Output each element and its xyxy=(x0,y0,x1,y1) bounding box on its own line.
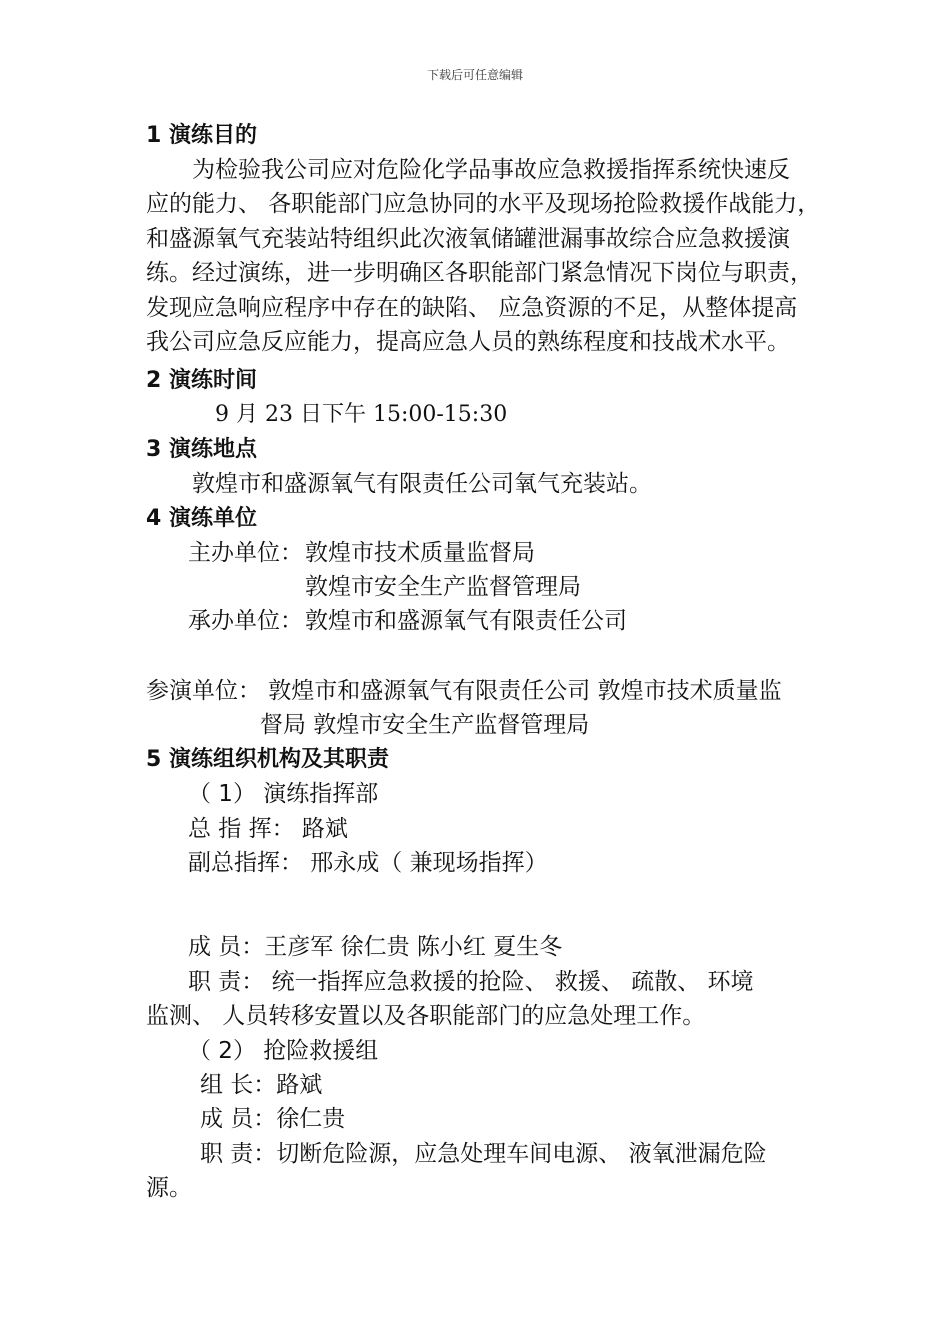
group-2-duty-line: 源。 xyxy=(146,1175,192,1201)
drill-location: 敦煌市和盛源氧气有限责任公司氧气充装站。 xyxy=(192,471,652,497)
deputy-commander-line: 副总指挥： 邢永成（ 兼现场指挥） xyxy=(188,850,548,876)
group-1-title: （ 1） 演练指挥部 xyxy=(188,781,379,807)
group-2-leader: 组 长：路斌 xyxy=(200,1072,323,1098)
group-1-duty-line: 职 责： 统一指挥应急救援的抢险、 救援、 疏散、 环境 xyxy=(188,969,754,995)
section-1-paragraph-line: 应的能力、 各职能部门应急协同的水平及现场抢险救援作战能力， xyxy=(146,191,821,217)
group-1-members: 成 员：王彦军 徐仁贵 陈小红 夏生冬 xyxy=(188,934,563,960)
organizer-unit: 敦煌市和盛源氧气有限责任公司 xyxy=(305,608,627,634)
group-2-title: （ 2） 抢险救援组 xyxy=(188,1038,379,1064)
drill-time: 9 月 23 日下午 15:00-15:30 xyxy=(215,402,508,427)
section-1-paragraph-line: 和盛源氧气充装站特组织此次液氧储罐泄漏事故综合应急救援演 xyxy=(146,226,790,252)
section-4-heading: 4 演练单位 xyxy=(146,506,257,531)
group-1-duty-line: 监测、 人员转移安置以及各职能部门的应急处理工作。 xyxy=(146,1003,706,1029)
host-unit-2: 敦煌市安全生产监督管理局 xyxy=(305,574,581,600)
group-2-members: 成 员：徐仁贵 xyxy=(200,1106,346,1132)
group-2-duty-line: 职 责：切断危险源，应急处理车间电源、 液氧泄漏危险 xyxy=(200,1141,767,1167)
section-5-heading: 5 演练组织机构及其职责 xyxy=(146,747,389,772)
section-1-paragraph-line: 我公司应急反应能力，提高应急人员的熟练程度和技战术水平。 xyxy=(146,329,790,355)
commander-line: 总 指 挥： 路斌 xyxy=(188,816,348,842)
participating-units-line: 参演单位： 敦煌市和盛源氧气有限责任公司 敦煌市技术质量监 xyxy=(146,678,782,704)
organizer-label: 承办单位： xyxy=(188,608,303,634)
section-2-heading: 2 演练时间 xyxy=(146,368,257,393)
host-unit-1: 敦煌市技术质量监督局 xyxy=(305,540,535,566)
participating-units-line: 督局 敦煌市安全生产监督管理局 xyxy=(260,712,590,738)
section-1-paragraph-line: 练。经过演练，进一步明确区各职能部门紧急情况下岗位与职责， xyxy=(146,260,813,286)
host-unit-label: 主办单位： xyxy=(188,540,303,566)
section-1-paragraph-line: 发现应急响应程序中存在的缺陷、 应急资源的不足，从整体提高 xyxy=(146,295,798,321)
section-1-heading: 1 演练目的 xyxy=(146,123,257,148)
section-1-paragraph-line: 为检验我公司应对危险化学品事故应急救援指挥系统快速反 xyxy=(192,157,790,183)
section-3-heading: 3 演练地点 xyxy=(146,437,257,462)
page-header: 下载后可任意编辑 xyxy=(426,68,523,82)
